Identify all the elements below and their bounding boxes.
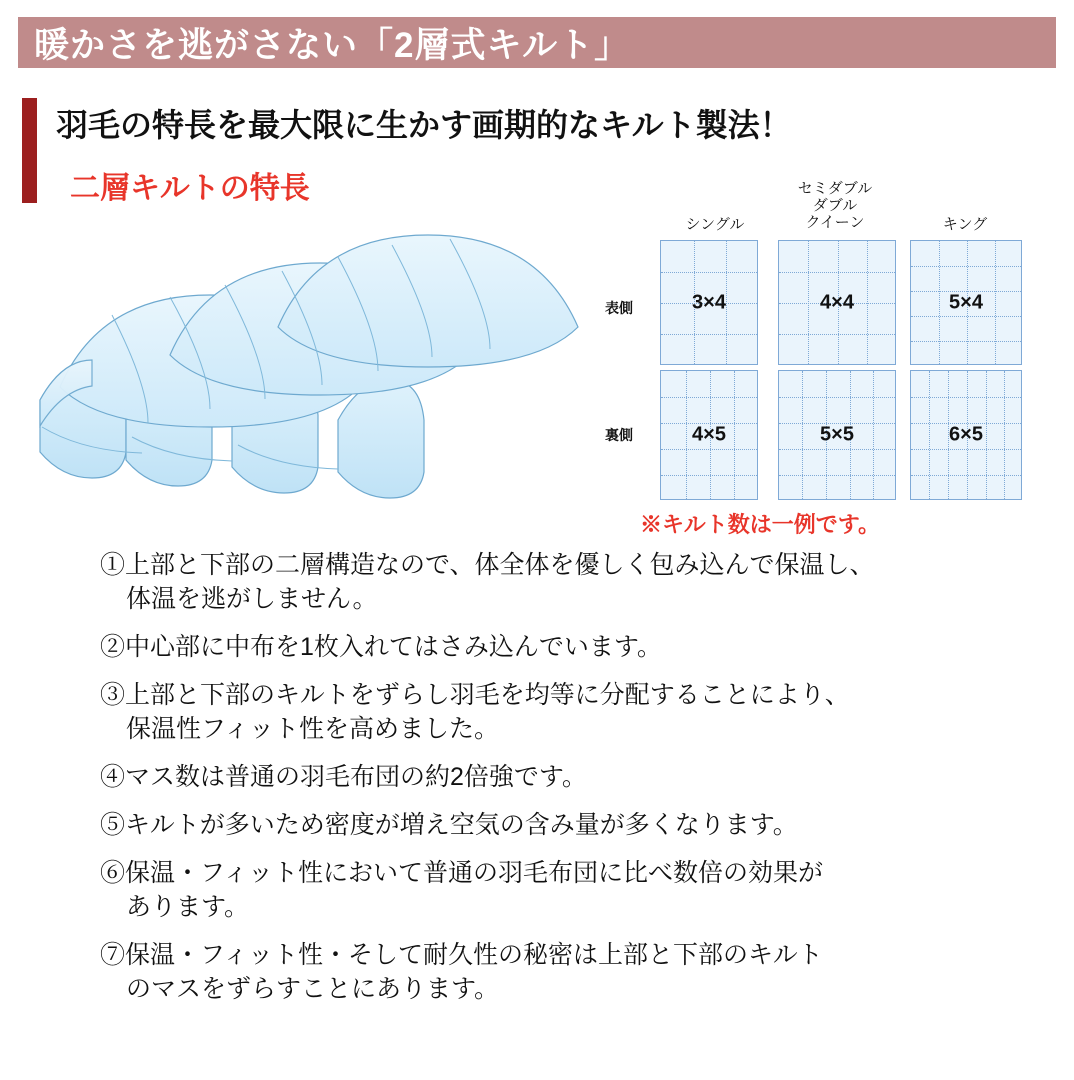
chart-column-header-semidouble: セミダブル ダブル クイーン [797,180,873,231]
chart-column-header-king: キング [942,216,988,233]
chart-cell-front-single [660,240,758,365]
list-item [100,938,1040,1006]
chart-cell-value: 6×5 [949,423,983,446]
list-item-line1: ③上部と下部のキルトをずらし羽毛を均等に分配することにより、 [100,681,850,709]
chart-cell-value: 5×5 [820,423,854,446]
chart-cell-back-single [660,370,758,500]
chart-cell-front-semidouble [778,240,896,365]
heading-main: 羽毛の特長を最大限に生かす画期的なキルト製法！ [56,107,792,143]
chart-row-header-front: 表側 [605,300,633,316]
list-item [100,678,1040,746]
chart-column-header-single: シングル [685,216,745,233]
quilt-size-chart [600,170,1060,530]
list-item [100,548,1040,616]
list-item-line2: 体温を逃がしません。 [126,585,378,613]
list-item-line1: ①上部と下部の二層構造なので、体全体を優しく包み込んで保温し、 [100,551,875,579]
chart-row-header-back: 裏側 [605,427,633,443]
list-item [100,808,1040,842]
list-item-line1: ②中心部に中布を1枚入れてはさみ込んでいます。 [100,633,662,661]
accent-bar [22,98,37,203]
list-item-line1: ⑤キルトが多いため密度が増え空気の含み量が多くなります。 [100,811,798,839]
heading-sub: 二層キルトの特長 [70,172,310,205]
list-item-line2: 保温性フィット性を高めました。 [126,715,500,743]
list-item-line2: あります。 [126,893,250,921]
list-item [100,760,1040,794]
header-banner [18,17,1056,68]
chart-cell-value: 4×5 [692,423,726,446]
chart-cell-value: 4×4 [820,291,854,313]
list-item-line2: のマスをずらすことにあります。 [126,975,500,1003]
list-item-line1: ⑦保温・フィット性・そして耐久性の秘密は上部と下部のキルト [100,941,823,969]
list-item-line1: ⑥保温・フィット性において普通の羽毛布団に比べ数倍の効果が [100,859,824,887]
chart-note: ※キルト数は一例です。 [640,512,881,537]
list-item [100,856,1040,924]
chart-cell-back-semidouble [778,370,896,500]
chart-cell-back-king [910,370,1022,500]
chart-cell-value: 3×4 [692,291,726,313]
banner-title: 暖かさを逃がさない「2層式キルト」 [34,25,631,65]
chart-cell-value: 5×4 [949,291,983,313]
list-item-line1: ④マス数は普通の羽毛布団の約2倍強です。 [100,763,587,791]
feature-list [100,548,1040,1020]
list-item [100,630,1040,664]
two-layer-quilt-illustration [20,205,660,505]
chart-cell-front-king [910,240,1022,365]
